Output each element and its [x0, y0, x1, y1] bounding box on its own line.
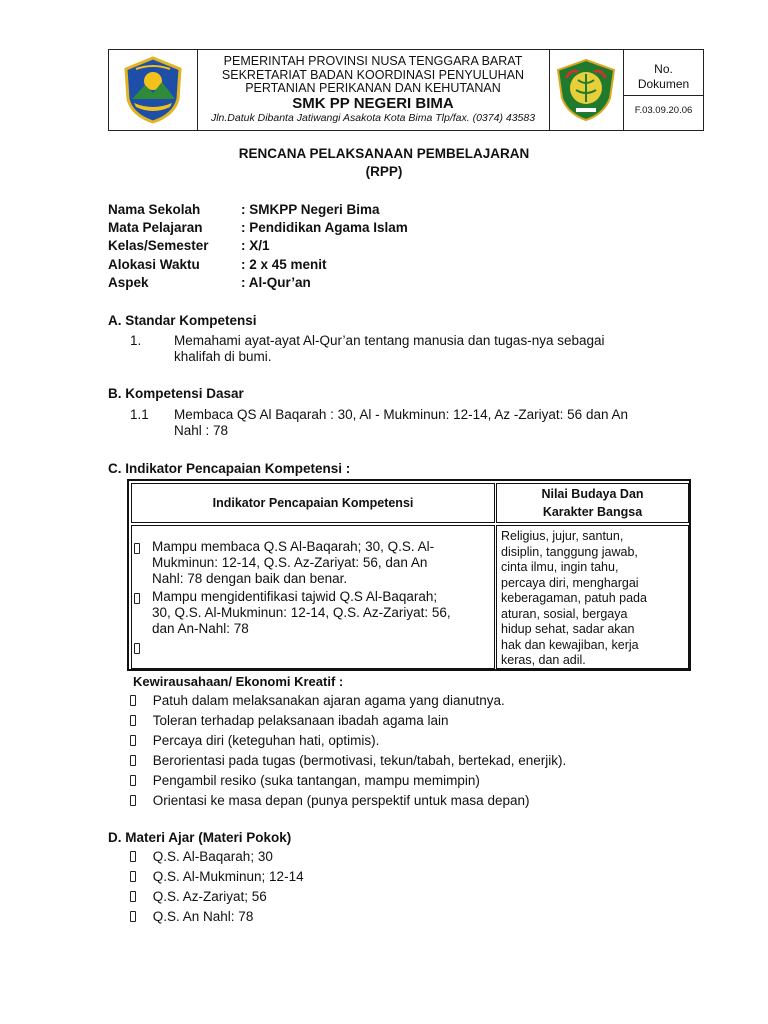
- section-a-number: 1.: [130, 333, 142, 348]
- indicator-table: [127, 479, 691, 671]
- identity-label: Aspek: [108, 275, 149, 290]
- school-name: SMK PP NEGERI BIMA: [292, 95, 454, 112]
- list-item-text: Toleran terhadap pelaksanaan ibadah agama lain: [152, 713, 449, 728]
- bullet-icon: [130, 795, 136, 806]
- section-a-text-2: khalifah di bumi.: [174, 349, 272, 364]
- table-header-values-line-2: Karakter Bangsa: [542, 505, 643, 519]
- section-b-number: 1.1: [130, 407, 149, 422]
- list-item-text: Berorientasi pada tugas (bermotivasi, tekun/tabah, bertekad, enerjik).: [152, 753, 567, 768]
- list-item: [130, 849, 273, 864]
- bullet-icon: [130, 695, 136, 706]
- bullet-icon: [130, 735, 136, 746]
- header-line-2: SEKRETARIAT BADAN KOORDINASI PENYULUHAN: [221, 68, 525, 82]
- section-b-heading: B. Kompetensi Dasar: [108, 386, 244, 401]
- list-item: [130, 869, 304, 884]
- identity-label: Alokasi Waktu: [108, 257, 200, 272]
- list-item-text: Q.S. Al-Mukminun; 12-14: [152, 869, 304, 884]
- section-a-heading: A. Standar Kompetensi: [108, 313, 257, 328]
- school-emblem-icon: [554, 58, 618, 122]
- identity-value: : Al-Qur’an: [241, 275, 311, 290]
- table-cell-indicators: [131, 525, 495, 669]
- section-c-heading: C. Indikator Pencapaian Kompetensi :: [108, 461, 351, 476]
- indicator-2-line-1: Mampu mengidentifikasi tajwid Q.S Al-Baqarah;: [152, 589, 438, 604]
- value-line: keras, dan adil.: [501, 653, 586, 667]
- identity-label: Kelas/Semester: [108, 238, 209, 253]
- bullet-icon: [130, 891, 136, 902]
- value-line: cinta ilmu, ingin tahu,: [501, 560, 619, 574]
- bullet-icon: [130, 911, 136, 922]
- value-line: hak dan kewajiban, kerja: [501, 637, 639, 652]
- list-item: [130, 889, 267, 904]
- doc-label-dokumen: Dokumen: [637, 77, 690, 91]
- table-header-indicator: [131, 483, 495, 523]
- bullet-icon: [130, 715, 136, 726]
- document-header: [108, 49, 704, 131]
- province-logo-cell: [109, 50, 198, 130]
- value-line: disiplin, tanggung jawab,: [501, 544, 638, 559]
- identity-label: Mata Pelajaran: [108, 220, 203, 235]
- character-values-list: [501, 529, 647, 669]
- list-item-text: Q.S. An Nahl: 78: [152, 909, 254, 924]
- table-header-values-line-1: Nilai Budaya Dan: [541, 487, 644, 501]
- header-line-1: PEMERINTAH PROVINSI NUSA TENGGARA BARAT: [223, 54, 523, 68]
- value-line: percaya diri, menghargai: [501, 575, 639, 590]
- bullet-icon: [134, 593, 140, 604]
- province-emblem-icon: [118, 55, 188, 125]
- doc-number-cell: [624, 50, 703, 130]
- bullet-icon: [130, 851, 136, 862]
- indicator-2-line-2: 30, Q.S. Al-Mukminun: 12-14, Q.S. Az-Zariyat: 56,: [152, 605, 451, 620]
- list-item-text: Q.S. Az-Zariyat; 56: [152, 889, 267, 904]
- identity-value: : Pendidikan Agama Islam: [241, 220, 408, 235]
- list-item: [130, 693, 505, 708]
- list-item-text: Percaya diri (keteguhan hati, optimis).: [152, 733, 380, 748]
- bullet-icon: [134, 543, 140, 554]
- bullet-icon: [130, 755, 136, 766]
- list-item-text: Orientasi ke masa depan (punya perspektif untuk masa depan): [152, 793, 530, 808]
- document-subtitle: (RPP): [365, 164, 403, 179]
- identity-value: : X/1: [241, 238, 270, 253]
- section-d-heading: D. Materi Ajar (Materi Pokok): [108, 830, 292, 845]
- identity-value: : SMKPP Negeri Bima: [241, 202, 380, 217]
- section-a-text-1: Memahami ayat-ayat Al-Qur’an tentang manusia dan tugas-nya sebagai: [174, 333, 605, 348]
- table-header-values: [496, 483, 689, 523]
- list-item: [130, 753, 566, 768]
- section-b-text-1: Membaca QS Al Baqarah : 30, Al - Mukminun: 12-14, Az -Zariyat: 56 dan An: [174, 407, 628, 422]
- list-item-text: Pengambil resiko (suka tantangan, mampu memimpin): [152, 773, 480, 788]
- section-b-text-2: Nahl : 78: [174, 423, 229, 438]
- entrepreneurship-heading: Kewirausahaan/ Ekonomi Kreatif :: [133, 674, 344, 689]
- value-line: aturan, sosial, bergaya: [501, 606, 628, 621]
- header-text-cell: [197, 50, 550, 130]
- bullet-icon: [130, 775, 136, 786]
- value-line: Religius, jujur, santun,: [501, 529, 624, 543]
- header-line-3: PERTANIAN PERIKANAN DAN KEHUTANAN: [245, 81, 501, 95]
- list-item: [130, 733, 379, 748]
- list-item-text: Patuh dalam melaksanakan ajaran agama yang dianutnya.: [152, 693, 505, 708]
- indicator-1-line-2: Mukminun: 12-14, Q.S. Az-Zariyat: 56, dan An: [152, 555, 428, 570]
- table-cell-values: [496, 525, 689, 669]
- value-line: keberagaman, patuh pada: [501, 591, 647, 605]
- table-header-indicator-label: Indikator Pencapaian Kompetensi: [212, 496, 414, 510]
- identity-value: : 2 x 45 menit: [241, 257, 327, 272]
- doc-number: F.03.09.20.06: [634, 105, 693, 116]
- list-item: [130, 773, 480, 788]
- list-item: [130, 713, 449, 728]
- indicator-1-line-3: Nahl: 78 dengan baik dan benar.: [152, 571, 348, 586]
- school-address: Jln.Datuk Dibanta Jatiwangi Asakota Kota Bima Tlp/fax. (0374) 43583: [210, 112, 536, 124]
- bullet-icon: [130, 871, 136, 882]
- list-item-text: Q.S. Al-Baqarah; 30: [152, 849, 273, 864]
- school-logo-cell: [549, 50, 624, 130]
- list-item: [130, 909, 253, 924]
- doc-divider: [624, 95, 703, 96]
- doc-label-no: No.: [654, 62, 673, 76]
- indicator-1-line-1: Mampu membaca Q.S Al-Baqarah; 30, Q.S. Al-: [152, 539, 435, 554]
- document-title: RENCANA PELAKSANAAN PEMBELAJARAN: [238, 146, 530, 161]
- bullet-icon: [134, 643, 140, 654]
- identity-label: Nama Sekolah: [108, 202, 201, 217]
- list-item: [130, 793, 529, 808]
- indicator-2-line-3: dan An-Nahl: 78: [152, 621, 249, 636]
- value-line: hidup sehat, sadar akan: [501, 622, 635, 636]
